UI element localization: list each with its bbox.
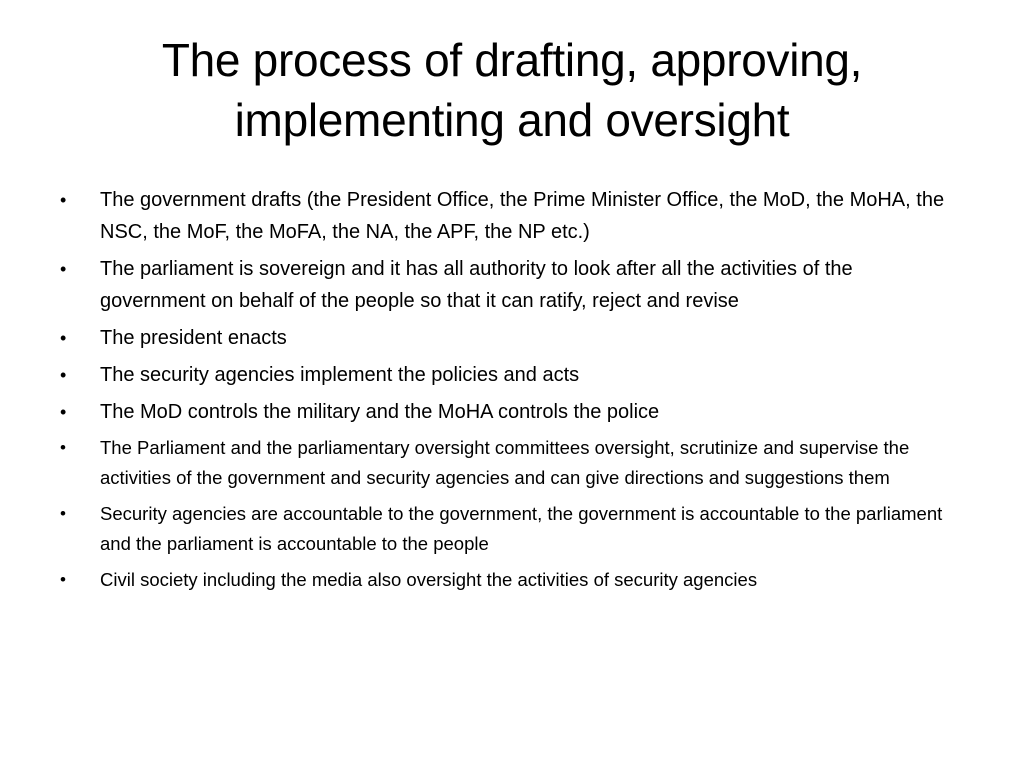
bullet-text: The Parliament and the parliamentary oversight committees oversight, scrutinize and supervise the activities of the government and security agencies and can give directions and suggestions them — [100, 437, 910, 488]
bullet-text: The parliament is sovereign and it has all authority to look after all the activities of the government on behalf of the people so that it can ratify, reject and revise — [100, 258, 853, 312]
bullet-text: Civil society including the media also oversight the activities of security agencies — [100, 569, 758, 590]
bullet-text: Security agencies are accountable to the government, the government is accountable to the parliament and the parliament is accountable to the people — [100, 503, 943, 554]
bullet-list — [60, 184, 960, 601]
bullet-text: The security agencies implement the policies and acts — [100, 364, 580, 386]
bullet-item-president-enacts — [60, 322, 960, 354]
slide-title-line-2: implementing and oversight — [234, 94, 790, 146]
bullet-icon: • — [60, 365, 67, 385]
bullet-item-parliament-oversight — [60, 433, 960, 493]
bullet-icon: • — [60, 504, 66, 523]
bullet-icon: • — [60, 570, 66, 589]
bullet-icon: • — [60, 438, 66, 457]
bullet-item-parliament-sovereign — [60, 253, 960, 317]
bullet-text: The president enacts — [100, 327, 287, 349]
bullet-item-security-agencies-implement — [60, 359, 960, 391]
bullet-item-mod-controls-military — [60, 396, 960, 428]
bullet-text: The government drafts (the President Office, the Prime Minister Office, the MoD, the MoHA, the NSC, the MoF, the MoFA, the NA, the APF, the NP etc.) — [100, 189, 945, 243]
bullet-icon: • — [60, 259, 67, 279]
slide-title — [60, 30, 964, 150]
slide-title-line-1: The process of drafting, approving, — [161, 34, 863, 86]
bullet-icon: • — [60, 402, 67, 422]
bullet-icon: • — [60, 190, 67, 210]
bullet-text: The MoD controls the military and the MoHA controls the police — [100, 401, 660, 423]
bullet-item-government-drafts — [60, 184, 960, 248]
bullet-item-civil-society — [60, 565, 960, 595]
bullet-icon: • — [60, 328, 67, 348]
bullet-item-accountability — [60, 499, 960, 559]
